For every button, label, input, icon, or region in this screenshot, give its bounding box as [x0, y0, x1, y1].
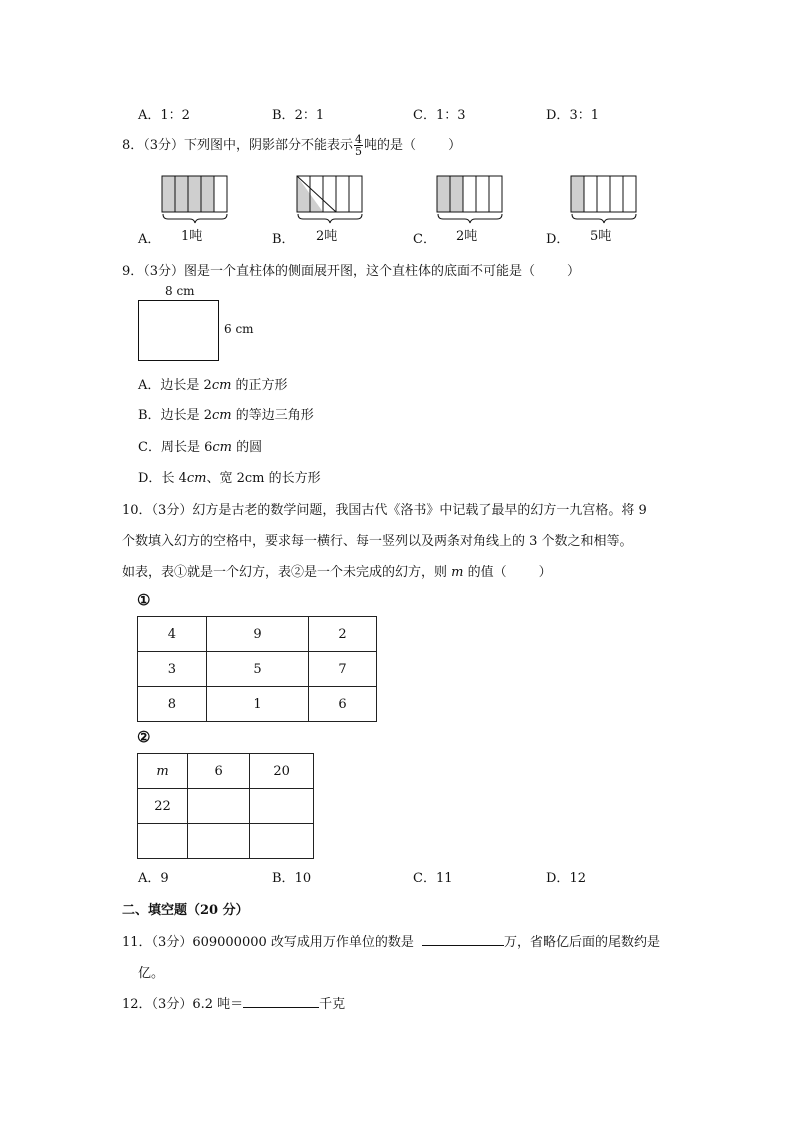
answer-blank[interactable] — [422, 945, 504, 946]
q11-text: 亿。 — [138, 966, 165, 981]
table-cell — [250, 824, 314, 859]
q8-stem — [122, 134, 461, 157]
q10-option-d — [546, 867, 586, 886]
q12-text: 12．（3分）6.2 吨＝ — [122, 997, 244, 1012]
q10-line3-text: 的值（ — [463, 565, 507, 580]
q10-option-c — [413, 867, 453, 886]
q11-line2 — [138, 962, 164, 981]
option-number: 2 — [203, 408, 212, 423]
option-text: 1：2 — [160, 108, 190, 123]
q12-line — [122, 993, 345, 1012]
option-text: 3：1 — [569, 108, 599, 123]
q11-text: 万，省略亿后面的尾数约是 — [504, 935, 661, 950]
table1-label: ① — [137, 591, 151, 609]
option-letter: D． — [546, 871, 570, 886]
q9-height-label: 6 cm — [224, 322, 254, 336]
table-cell — [250, 789, 314, 824]
q9-width-label: 8 cm — [165, 284, 195, 298]
brace-icon — [163, 214, 227, 223]
q8-stem-after: 吨的是（ — [364, 138, 417, 153]
table-cell: 9 — [206, 617, 308, 652]
option-text: 11 — [435, 871, 453, 886]
option-letter: C． — [413, 871, 436, 886]
option-unit: cm — [212, 440, 232, 455]
option-text: 、宽 2cm 的长方形 — [206, 471, 321, 486]
option-text: 长 4 — [161, 471, 187, 486]
table-row — [138, 652, 377, 687]
table-row — [138, 789, 314, 824]
paren-close: ） — [538, 565, 552, 580]
option-unit: cm — [211, 408, 232, 423]
option-text: 1：3 — [435, 108, 466, 123]
q10-option-b — [272, 867, 311, 886]
option-number: 6 — [204, 440, 213, 455]
q7-option-b — [272, 104, 324, 123]
table-row — [138, 754, 314, 789]
option-letter: B． — [138, 408, 161, 423]
option-text: 9 — [160, 871, 169, 886]
option-text: 的圆 — [231, 440, 263, 455]
q8-figure-b — [297, 176, 362, 223]
brace-icon — [438, 214, 502, 223]
table-cell — [138, 824, 188, 859]
q9-option-c — [138, 436, 262, 455]
option-letter: B． — [272, 108, 295, 123]
table-cell: 20 — [250, 754, 314, 789]
paren-close: ） — [448, 138, 462, 153]
q8-option-a-label: 1吨 — [181, 229, 203, 244]
paren-close: ） — [567, 264, 581, 279]
option-text: 的等边三角形 — [231, 408, 314, 423]
option-letter: C． — [138, 440, 161, 455]
option-text: 10 — [294, 871, 312, 886]
option-text: 的正方形 — [231, 378, 288, 393]
table-row — [138, 687, 377, 722]
q9-option-d — [138, 467, 321, 486]
option-text: 周长是 — [160, 440, 205, 455]
table-cell: 8 — [138, 687, 207, 722]
q9-stem — [122, 260, 580, 279]
q7-option-a — [138, 104, 190, 123]
q9-option-b — [138, 404, 314, 423]
q9-option-a — [138, 374, 288, 393]
table2-label: ② — [137, 728, 151, 746]
option-letter: D． — [138, 471, 162, 486]
q8-figures — [0, 170, 794, 250]
q7-option-d — [546, 104, 599, 123]
table-cell: 22 — [138, 789, 188, 824]
q8-option-b-label: 2吨 — [316, 229, 338, 244]
q10-option-a — [138, 867, 169, 886]
q9-rectangle — [138, 300, 219, 361]
q8-figure-d — [571, 176, 636, 223]
q9-stem-text: 9．（3分）图是一个直柱体的侧面展开图，这个直柱体的底面不可能是（ — [122, 264, 536, 279]
variable-m: m — [451, 565, 464, 580]
q11-line1 — [122, 931, 660, 950]
q8-option-c-letter: C． — [413, 232, 436, 247]
option-letter: A． — [138, 378, 161, 393]
fraction-numerator: 4 — [355, 133, 363, 146]
q8-option-d-label: 5吨 — [590, 229, 612, 244]
option-letter: A． — [138, 108, 161, 123]
q12-text: 千克 — [319, 997, 346, 1012]
q8-option-b-letter: B． — [272, 232, 295, 247]
fraction-denominator: 5 — [355, 145, 363, 158]
table-cell: 5 — [206, 652, 308, 687]
magic-square-table-1 — [137, 616, 377, 722]
table-cell — [188, 824, 250, 859]
option-letter: A． — [138, 871, 161, 886]
q7-option-c — [413, 104, 466, 123]
section-title: 二、填空题（20 分） — [122, 903, 249, 918]
shaded-region — [571, 176, 584, 212]
table-cell: 1 — [206, 687, 308, 722]
option-unit: cm — [186, 471, 207, 486]
table-cell: 2 — [309, 617, 377, 652]
option-text: 边长是 — [160, 408, 204, 423]
option-number: 2 — [203, 378, 212, 393]
magic-square-table-2 — [137, 753, 314, 859]
option-letter: C． — [413, 108, 436, 123]
option-letter: D． — [546, 108, 570, 123]
table-cell: 6 — [309, 687, 377, 722]
q11-text: 11．（3分）609000000 改写成用万作单位的数是 — [122, 935, 414, 950]
fraction — [354, 134, 363, 157]
q10-line3-text: 如表，表①就是一个幻方，表②是一个未完成的幻方，则 — [122, 565, 452, 580]
q8-option-c-label: 2吨 — [456, 229, 478, 244]
q10-line2: 个数填入幻方的空格中，要求每一横行、每一竖列以及两条对角线上的 3 个数之和相等。 — [122, 534, 633, 549]
table-cell — [188, 789, 250, 824]
table-cell: 3 — [138, 652, 207, 687]
table-row — [138, 617, 377, 652]
brace-icon — [572, 214, 636, 223]
option-text: 2：1 — [294, 108, 325, 123]
q8-figure-a — [162, 176, 227, 223]
q8-option-d-letter: D． — [546, 232, 570, 247]
table-cell: m — [138, 754, 188, 789]
table-cell: 7 — [309, 652, 377, 687]
q10-line1: 10．（3分）幻方是古老的数学问题，我国古代《洛书》中记载了最早的幻方一九宫格。将 9 — [122, 503, 647, 518]
option-text: 边长是 — [160, 378, 204, 393]
q8-stem-before: 8．（3分）下列图中，阴影部分不能表示 — [122, 138, 354, 153]
option-text: 12 — [569, 871, 586, 886]
option-letter: B． — [272, 871, 295, 886]
option-unit: cm — [211, 378, 232, 393]
q8-figure-c — [437, 176, 502, 223]
q8-option-a-letter: A． — [138, 232, 161, 247]
brace-icon — [298, 214, 362, 223]
q10-line3 — [122, 561, 552, 580]
table-cell: 4 — [138, 617, 207, 652]
answer-blank[interactable] — [243, 1007, 319, 1008]
table-cell: 6 — [188, 754, 250, 789]
table-row — [138, 824, 314, 859]
